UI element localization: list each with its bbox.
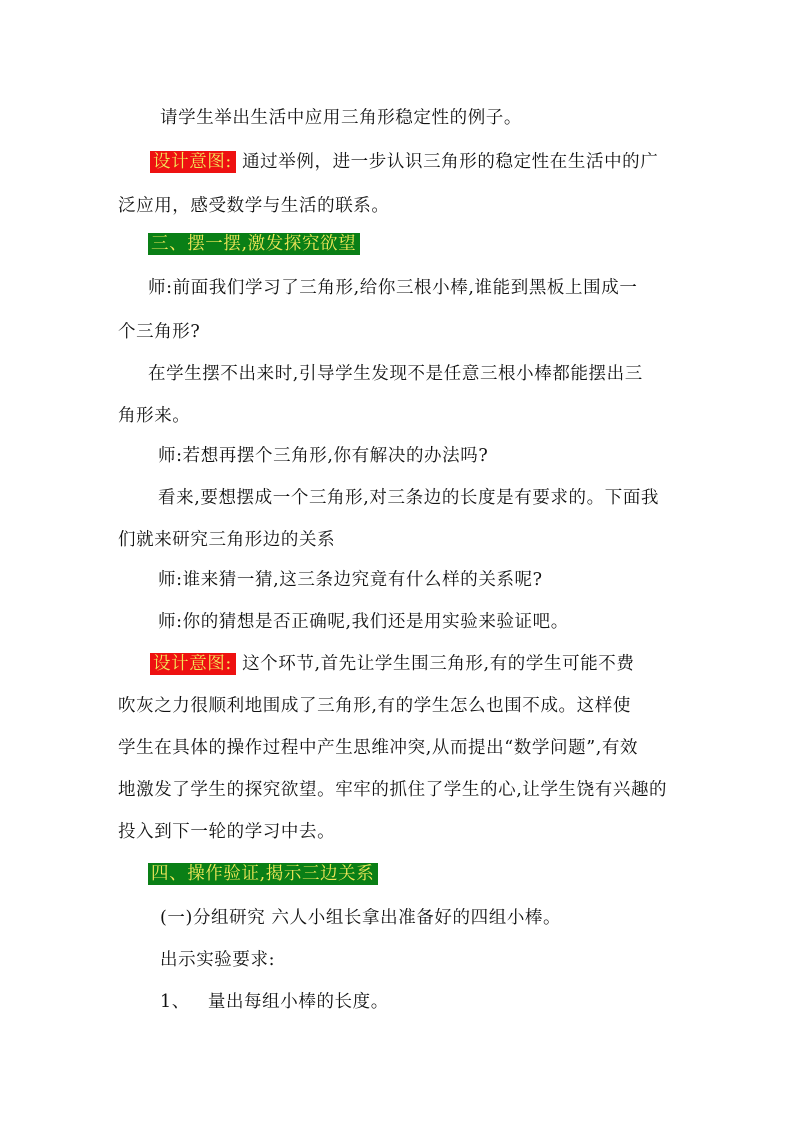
paragraph-text: 这个环节,首先让学生围三角形,有的学生可能不费	[235, 654, 635, 674]
paragraph	[150, 652, 635, 676]
paragraph: 们就来研究三角形边的关系	[118, 530, 336, 550]
paragraph: 投入到下一轮的学习中去。	[118, 822, 336, 842]
paragraph: 看来,要想摆成一个三角形,对三条边的长度是有要求的。下面我	[158, 488, 660, 508]
design-intent-label: 设计意图:	[150, 151, 236, 173]
paragraph: 请学生举出生活中应用三角形稳定性的例子。	[160, 108, 522, 128]
paragraph: 在学生摆不出来时,引导学生发现不是任意三根小棒都能摆出三	[148, 364, 643, 384]
section-heading-text: 三、摆一摆,激发探究欲望	[148, 233, 360, 255]
paragraph: 个三角形?	[118, 322, 201, 342]
paragraph: 出示实验要求:	[160, 950, 276, 970]
paragraph: 吹灰之力很顺利地围成了三角形,有的学生怎么也围不成。这样使	[118, 696, 631, 716]
paragraph: 师:你的猜想是否正确呢,我们还是用实验来验证吧。	[158, 612, 569, 632]
paragraph: 师:前面我们学习了三角形,给你三根小棒,谁能到黑板上围成一	[148, 278, 638, 298]
paragraph: 泛应用，感受数学与生活的联系。	[118, 196, 390, 216]
section-heading	[148, 232, 360, 256]
paragraph: 学生在具体的操作过程中产生思维冲突,从而提出“数学问题”,有效	[118, 738, 639, 758]
paragraph: 地激发了学生的探究欲望。牢牢的抓住了学生的心,让学生饶有兴趣的	[118, 780, 668, 800]
paragraph: 角形来。	[118, 406, 191, 426]
section-heading-text: 四、操作验证,揭示三边关系	[148, 863, 378, 885]
paragraph: 师:谁来猜一猜,这三条边究竟有什么样的关系呢?	[158, 570, 543, 590]
design-intent-label: 设计意图:	[150, 653, 236, 675]
list-item-text: 量出每组小棒的长度。	[207, 992, 389, 1012]
section-heading	[148, 862, 378, 886]
paragraph: (一)分组研究 六人小组长拿出准备好的四组小棒。	[160, 908, 562, 928]
list-item	[160, 990, 389, 1014]
list-number: 1、	[160, 992, 190, 1012]
paragraph: 师:若想再摆个三角形,你有解决的办法吗?	[158, 446, 489, 466]
paragraph	[150, 150, 658, 174]
paragraph-text: 通过举例，进一步认识三角形的稳定性在生活中的广	[235, 152, 659, 172]
